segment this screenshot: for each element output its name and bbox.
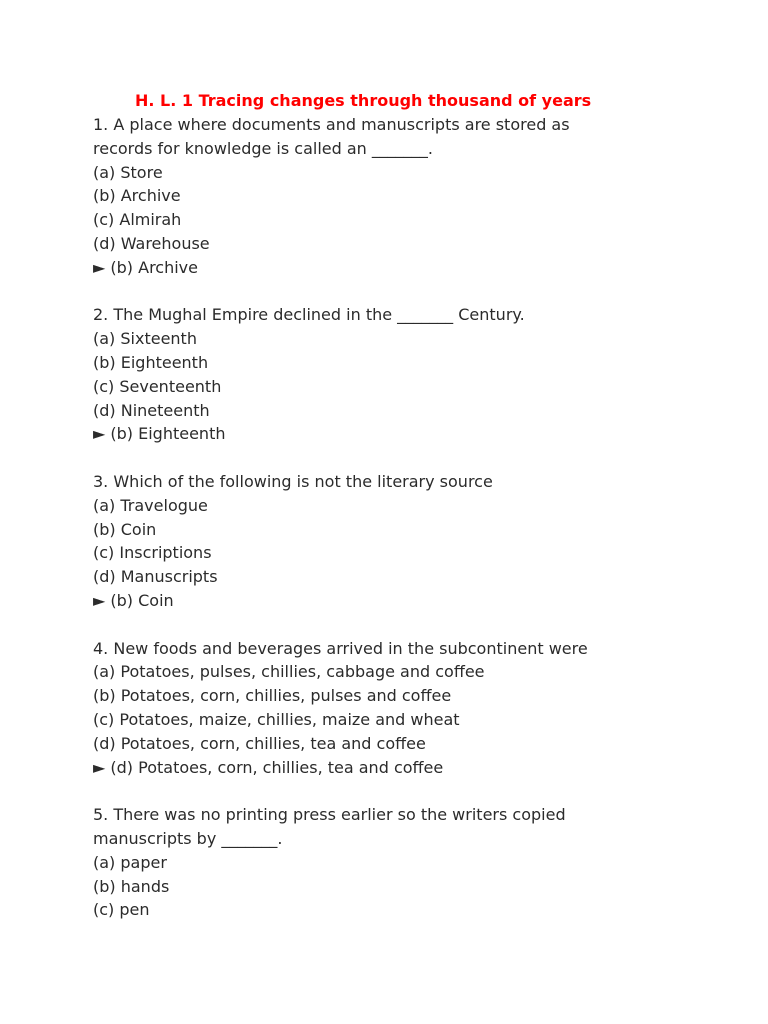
option-b: (b) Eighteenth [93, 352, 209, 372]
question-stem: 2. The Mughal Empire declined in the _______ Century. [93, 305, 525, 325]
question-stem: 1. A place where documents and manuscripts are stored as [93, 115, 570, 134]
question-stem: 4. New foods and beverages arrived in the subcontinent were [93, 638, 588, 658]
spacer [93, 446, 693, 470]
question-stem: manuscripts by _______. [93, 828, 283, 848]
question-2 [93, 303, 693, 446]
option-c: (c) Seventeenth [93, 376, 222, 396]
option-a: (a) paper [93, 852, 167, 872]
question-stem: 3. Which of the following is not the literary source [93, 471, 493, 491]
question-3 [93, 470, 693, 613]
option-b: (b) hands [93, 876, 170, 896]
question-stem: 5. There was no printing press earlier so the writers copied [93, 805, 566, 825]
answer: ► (d) Potatoes, corn, chillies, tea and coffee [93, 757, 444, 777]
question-stem: records for knowledge is called an _______. [93, 138, 433, 158]
question-5 [93, 803, 693, 922]
spacer [93, 779, 693, 803]
question-1 [93, 113, 693, 280]
option-a: (a) Sixteenth [93, 329, 197, 349]
answer: ► (b) Archive [93, 257, 198, 277]
option-a: (a) Potatoes, pulses, chillies, cabbage and coffee [93, 662, 485, 682]
spacer [93, 613, 693, 637]
option-b: (b) Archive [93, 186, 181, 206]
option-a: (a) Store [93, 162, 163, 182]
option-b: (b) Potatoes, corn, chillies, pulses and coffee [93, 686, 452, 706]
question-4 [93, 637, 693, 780]
option-c: (c) Almirah [93, 210, 182, 230]
option-d: (d) Nineteenth [93, 400, 210, 420]
option-d: (d) Warehouse [93, 233, 210, 253]
answer: ► (b) Coin [93, 590, 174, 610]
option-c: (c) Potatoes, maize, chillies, maize and wheat [93, 709, 460, 729]
answer: ► (b) Eighteenth [93, 424, 226, 444]
option-a: (a) Travelogue [93, 495, 208, 515]
option-d: (d) Potatoes, corn, chillies, tea and coffee [93, 733, 426, 753]
option-c: (c) pen [93, 900, 150, 920]
option-b: (b) Coin [93, 519, 157, 539]
option-c: (c) Inscriptions [93, 543, 212, 563]
document-page [93, 89, 693, 922]
page-title: H. L. 1 Tracing changes through thousand of years [135, 91, 592, 110]
option-d: (d) Manuscripts [93, 567, 218, 587]
spacer [93, 280, 693, 304]
